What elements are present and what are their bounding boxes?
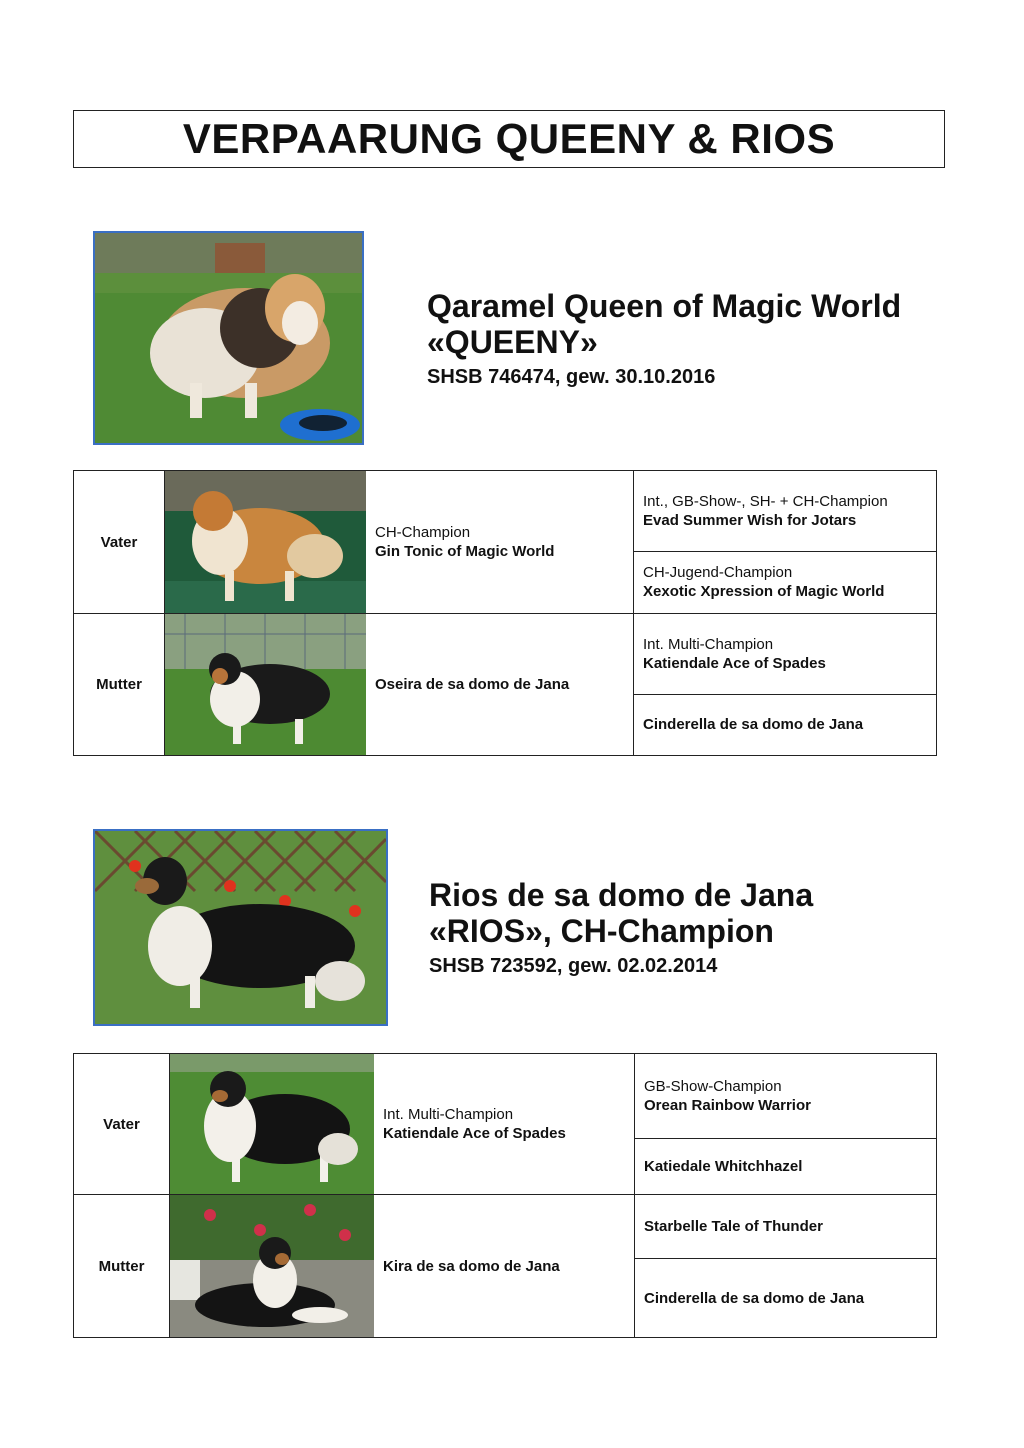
dog-name: Rios de sa domo de Jana xyxy=(429,877,814,913)
grandparent-cell xyxy=(635,1054,937,1139)
dog-name: Qaramel Queen of Magic World xyxy=(427,288,902,324)
grandparent-cell xyxy=(634,694,937,755)
mother-cell xyxy=(374,1195,635,1338)
tricolor-sheltie-image xyxy=(165,614,366,755)
queeny-heading xyxy=(427,288,901,390)
sable-sheltie-image xyxy=(95,233,362,443)
father-cell xyxy=(374,1054,635,1195)
sable-sheltie-show-image xyxy=(165,471,366,613)
tricolor-sheltie-roses-image xyxy=(170,1195,374,1337)
queeny-pedigree-table xyxy=(73,470,937,756)
title-box xyxy=(73,110,945,168)
father-photo xyxy=(170,1054,374,1195)
grandparent-title: CH-Jugend-Champion xyxy=(643,564,793,582)
grandparent-cell xyxy=(635,1138,937,1194)
grandparent-name: Cinderella de sa domo de Jana xyxy=(643,716,864,734)
grandparent-title: GB-Show-Champion xyxy=(644,1077,782,1095)
dog-registration: SHSB 746474, gew. 30.10.2016 xyxy=(427,366,716,388)
grandparent-name: Evad Summer Wish for Jotars xyxy=(643,511,857,529)
father-name: Katiendale Ace of Spades xyxy=(383,1125,566,1142)
father-cell xyxy=(366,471,634,614)
mother-name: Kira de sa domo de Jana xyxy=(383,1257,560,1275)
grandparent-title: Int., GB-Show-, SH- + CH-Champion xyxy=(643,492,888,510)
grandparent-cell xyxy=(635,1195,937,1259)
role-father: Vater xyxy=(74,1054,170,1195)
grandparent-name: Xexotic Xpression of Magic World xyxy=(643,583,885,601)
grandparent-cell xyxy=(634,471,937,552)
rios-pedigree-table xyxy=(73,1053,937,1338)
father-title: CH-Champion xyxy=(375,524,471,541)
tricolor-sheltie-garden-image xyxy=(95,831,386,1024)
grandparent-name: Orean Rainbow Warrior xyxy=(644,1096,811,1114)
grandparent-name: Katiendale Ace of Spades xyxy=(643,654,826,672)
rios-heading xyxy=(429,877,813,979)
role-father: Vater xyxy=(74,471,165,614)
grandparent-name: Cinderella de sa domo de Jana xyxy=(644,1289,865,1307)
dog-registration: SHSB 723592, gew. 02.02.2014 xyxy=(429,955,718,977)
grandparent-cell xyxy=(634,614,937,695)
tricolor-sheltie-lawn-image xyxy=(170,1054,374,1194)
mother-photo xyxy=(170,1195,374,1338)
grandparent-cell xyxy=(634,551,937,613)
dog-call-name: «RIOS», CH-Champion xyxy=(429,913,774,949)
queeny-photo xyxy=(93,231,364,445)
grandparent-title: Int. Multi-Champion xyxy=(643,635,774,653)
father-title: Int. Multi-Champion xyxy=(383,1106,514,1123)
grandparent-name: Katiedale Whitchhazel xyxy=(644,1157,803,1175)
dog-call-name: «QUEENY» xyxy=(427,324,598,360)
mother-photo xyxy=(165,614,366,756)
mother-name: Oseira de sa domo de Jana xyxy=(375,676,570,693)
page-title: VERPAARUNG QUEENY & RIOS xyxy=(182,115,836,162)
father-photo xyxy=(165,471,366,614)
grandparent-cell xyxy=(635,1259,937,1338)
mother-cell xyxy=(366,614,634,756)
role-mother: Mutter xyxy=(74,614,165,756)
rios-photo xyxy=(93,829,388,1026)
grandparent-name: Starbelle Tale of Thunder xyxy=(644,1218,823,1236)
father-name: Gin Tonic of Magic World xyxy=(375,543,555,560)
role-mother: Mutter xyxy=(74,1195,170,1338)
